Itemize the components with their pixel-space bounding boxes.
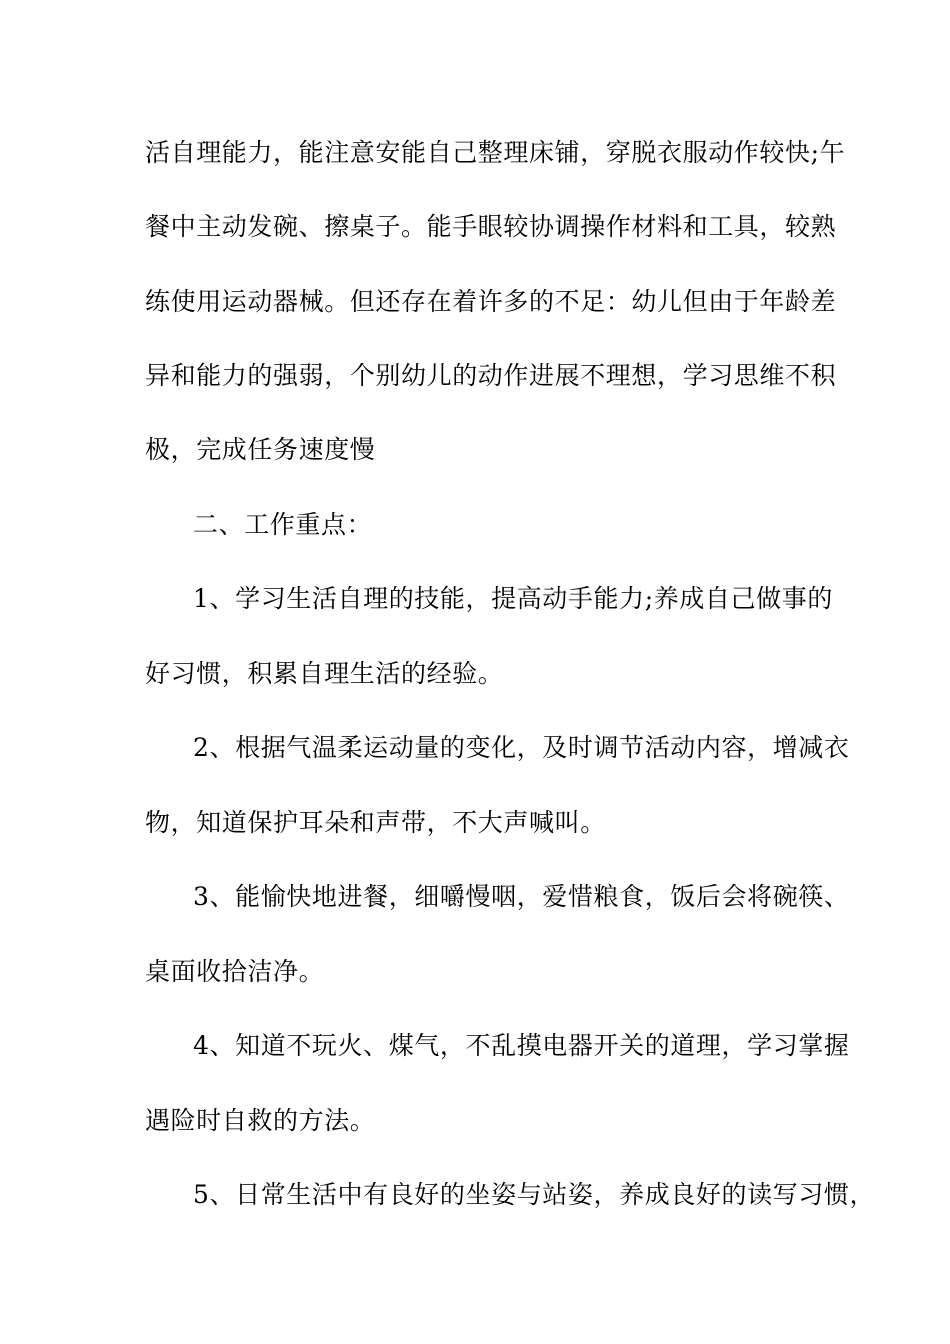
list-item-3-line-2: 桌面收拾洁净。 bbox=[145, 957, 325, 986]
text-line-2: 餐中主动发碗、擦桌子。能手眼较协调操作材料和工具，较熟 bbox=[145, 212, 837, 241]
list-item-1-line-2: 好习惯，积累自理生活的经验。 bbox=[145, 659, 504, 688]
text-line-1: 活自理能力，能注意安能自己整理床铺，穿脱衣服动作较快;午 bbox=[145, 138, 846, 167]
section-heading: 二、工作重点： bbox=[193, 510, 373, 539]
list-item-2-line-1: 2、根据气温柔运动量的变化，及时调节活动内容，增减衣 bbox=[193, 733, 850, 762]
list-item-5-line-1: 5、日常生活中有良好的坐姿与站姿，养成良好的读写习惯， bbox=[193, 1180, 876, 1209]
text-line-3: 练使用运动器械。但还存在着许多的不足：幼儿但由于年龄差 bbox=[145, 287, 837, 316]
list-item-1-line-1: 1、学习生活自理的技能，提高动手能力;养成自己做事的 bbox=[193, 584, 833, 613]
text-line-5: 极，完成任务速度慢 bbox=[145, 435, 376, 464]
list-item-4-line-1: 4、知道不玩火、煤气，不乱摸电器开关的道理，学习掌握 bbox=[193, 1031, 850, 1060]
list-item-4-line-2: 遇险时自救的方法。 bbox=[145, 1106, 376, 1135]
list-item-2-line-2: 物，知道保护耳朵和声带，不大声喊叫。 bbox=[145, 808, 606, 837]
text-line-4: 异和能力的强弱，个别幼儿的动作进展不理想，学习思维不积 bbox=[145, 361, 837, 390]
list-item-3-line-1: 3、能愉快地进餐，细嚼慢咽，爱惜粮食，饭后会将碗筷、 bbox=[193, 882, 850, 911]
